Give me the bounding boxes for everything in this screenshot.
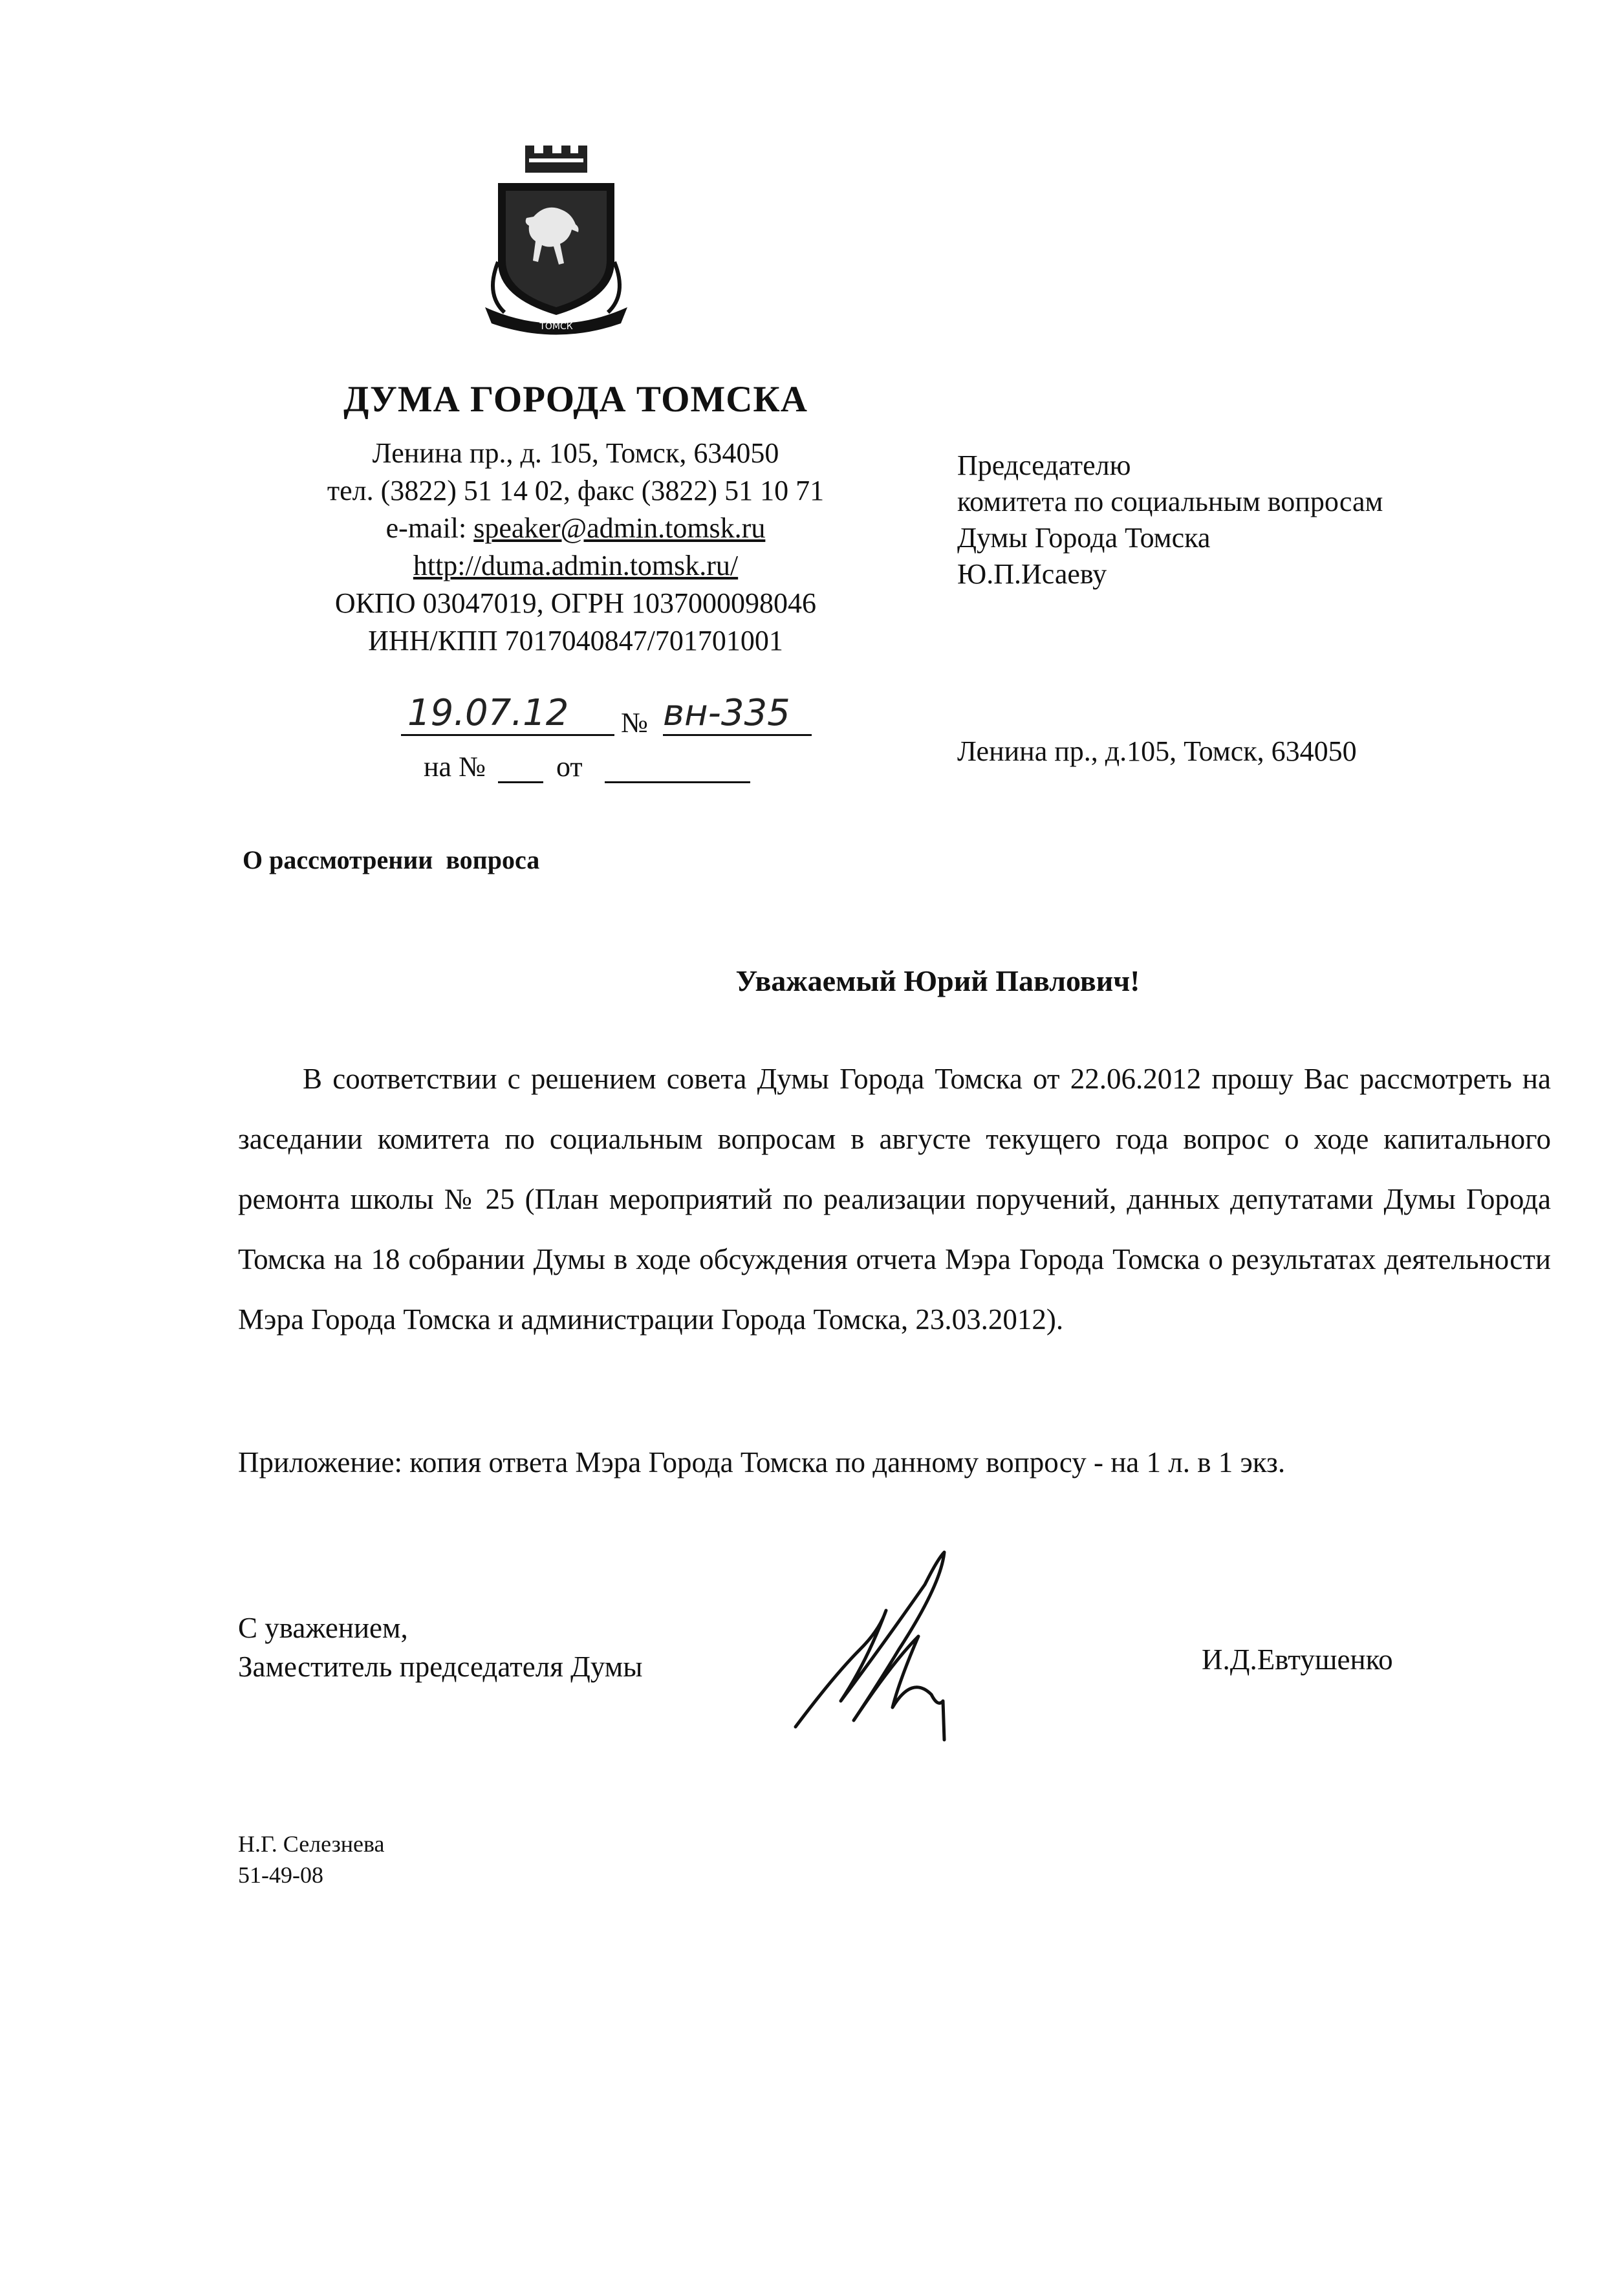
letter-body: В соответствии с решением совета Думы Города Томска от 22.06.2012 прошу Вас рассмотреть на заседании комитета по социальным вопросам в августе текущего года вопрос о ходе капитального ремонта школы № 25 (План мероприятий по реализации поручений, данных депутатами Думы Города Томска на 18 собрании Думы в ходе обсуждения отчета Мэра Города Томска о результатах деятельности Мэра Города Томска и администрации Города Томска, 23.03.2012). [238,1063,1551,1336]
org-okpo: ОКПО 03047019, ОГРН 1037000098046 [334,587,817,619]
letterhead [272,378,880,660]
handwritten-signature [783,1546,977,1759]
recipient-line-2: комитета по социальным вопросам [957,486,1383,517]
recipient-block [957,448,1539,592]
greeting: Уважаемый Юрий Павлович! [735,964,1140,997]
signer-name: И.Д.Евтушенко [1202,1643,1393,1676]
reference-from-label: от [556,751,583,783]
svg-text:ТОМСК: ТОМСК [539,321,573,332]
executor-name: Н.Г. Селезнева [238,1831,385,1857]
recipient-address: Ленина пр., д.105, Томск, 634050 [957,735,1357,767]
website-link[interactable]: http://duma.admin.tomsk.ru/ [413,550,739,581]
outgoing-registration [401,692,854,789]
recipient-line-1: Председателю [957,449,1131,481]
recipient-line-4: Ю.П.Исаеву [957,558,1107,590]
coat-of-arms-emblem [479,146,634,340]
signer-position: Заместитель председателя Думы [238,1651,643,1683]
closing-block [238,1608,643,1686]
outgoing-date: 19.07.12 [401,692,614,736]
recipient-line-3: Думы Города Томска [957,522,1211,554]
letter-subject: О рассмотрении вопроса [243,845,540,874]
reference-label: на № [424,751,486,783]
closing-regards: С уважением, [238,1612,408,1644]
email-link[interactable]: speaker@admin.tomsk.ru [473,512,766,544]
executor-block [238,1828,385,1890]
attachment-note: Приложение: копия ответа Мэра Города Томска по данному вопросу - на 1 л. в 1 экз. [238,1446,1286,1478]
reference-number-blank [498,750,543,783]
org-email-row [272,510,880,547]
executor-phone: 51-49-08 [238,1862,323,1888]
reference-date-blank [605,750,750,783]
org-phone: тел. (3822) 51 14 02, факс (3822) 51 10 71 [327,475,825,506]
outgoing-number: вн-335 [663,692,812,736]
email-prefix: e-mail: [385,512,474,544]
org-inn: ИНН/КПП 7017040847/701701001 [368,625,783,656]
org-name: ДУМА ГОРОДА ТОМСКА [343,379,808,420]
org-address: Ленина пр., д. 105, Томск, 634050 [372,437,779,469]
outgoing-number-label: № [621,707,648,739]
